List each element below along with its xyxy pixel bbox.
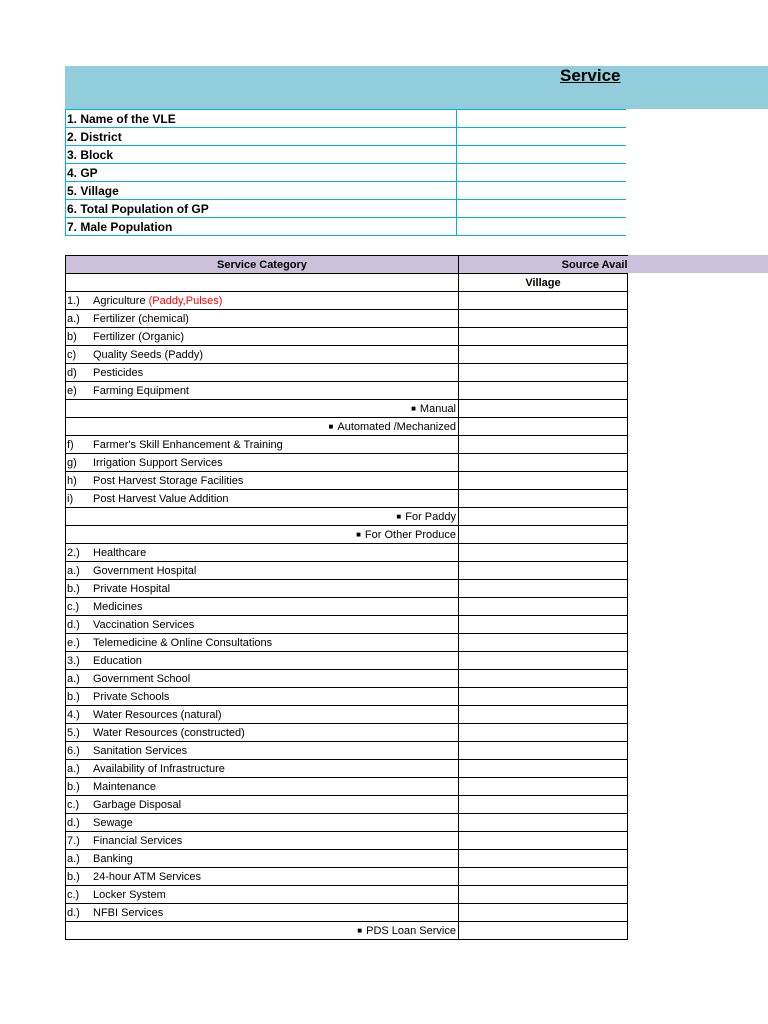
source-village-cell[interactable] [459,634,628,652]
col-service-category: Service Category [66,256,459,274]
source-village-cell[interactable] [459,526,628,544]
service-category-cell [66,508,459,526]
info-row [66,218,627,236]
service-category-cell [66,310,459,328]
service-category-cell [66,454,459,472]
service-row [66,346,628,364]
service-category-cell [66,292,459,310]
source-village-cell[interactable] [459,328,628,346]
service-label: Financial Services [93,834,183,847]
service-number: d.) [67,816,80,829]
service-row [66,580,628,598]
service-number: c.) [67,798,80,811]
service-label: Private Hospital [93,582,171,595]
service-category-cell [66,814,459,832]
source-village-cell[interactable] [459,364,628,382]
service-category-cell [66,904,459,922]
service-number: a.) [67,852,80,865]
service-number: c) [67,348,77,361]
info-row [66,110,627,128]
service-label: Education [93,654,142,667]
source-village-cell[interactable] [459,436,628,454]
service-number: 1.) [67,294,80,307]
service-number: 5.) [67,726,80,739]
source-village-cell[interactable] [459,922,628,940]
source-village-cell[interactable] [459,382,628,400]
service-category-cell [66,526,459,544]
service-number: g) [67,456,77,469]
service-number: h) [67,474,77,487]
service-label: Garbage Disposal [93,798,182,811]
source-village-cell[interactable] [459,346,628,364]
info-row [66,146,627,164]
info-value-cell[interactable] [457,110,627,128]
source-village-cell[interactable] [459,508,628,526]
service-row [66,706,628,724]
info-value-cell[interactable] [457,182,627,200]
service-row [66,634,628,652]
service-category-cell [66,472,459,490]
col-source-avail-label: Source Avail [561,258,628,271]
service-label: Telemedicine & Online Consultations [93,636,273,649]
service-category-cell [66,850,459,868]
service-table [65,255,628,940]
service-number: d.) [67,906,80,919]
service-number: 4.) [67,708,80,721]
service-row [66,868,628,886]
info-row [66,128,627,146]
info-label: 1. Name of the VLE [66,110,457,128]
source-village-cell[interactable] [459,454,628,472]
service-table-subheader [66,274,628,292]
source-village-cell[interactable] [459,904,628,922]
service-category-cell [66,742,459,760]
page-title: Service [560,66,621,85]
source-village-cell[interactable] [459,580,628,598]
service-label: Maintenance [93,780,156,793]
service-row [66,760,628,778]
service-category-cell [66,832,459,850]
service-label: Fertilizer (chemical) [93,312,189,325]
service-number: e) [67,384,77,397]
service-label-note: (Paddy,Pulses) [148,294,223,307]
service-category-cell [66,886,459,904]
service-label: Post Harvest Storage Facilities [93,474,244,487]
service-row [66,724,628,742]
service-row [66,814,628,832]
service-category-cell [66,490,459,508]
service-category-cell [66,544,459,562]
source-village-cell[interactable] [459,760,628,778]
service-row [66,490,628,508]
service-row [66,652,628,670]
service-row [66,562,628,580]
service-number: b.) [67,780,80,793]
service-row [66,886,628,904]
service-number: 3.) [67,654,80,667]
service-label: Farming Equipment [93,384,189,397]
service-category-cell [66,688,459,706]
source-village-cell[interactable] [459,742,628,760]
info-label: 6. Total Population of GP [66,200,457,218]
info-value-cell[interactable] [457,200,627,218]
service-row [66,454,628,472]
source-village-cell[interactable] [459,670,628,688]
service-subitem-label: For Other Produce [364,528,456,541]
service-label: Locker System [93,888,166,901]
service-label: Healthcare [93,546,147,559]
info-row [66,182,627,200]
service-label: 24-hour ATM Services [93,870,202,883]
service-row [66,400,628,418]
service-category-cell [66,868,459,886]
service-row [66,436,628,454]
service-category-cell [66,346,459,364]
service-category-cell [66,706,459,724]
bullet-icon: ■ [328,422,334,432]
service-number: e.) [67,636,80,649]
service-number: c.) [67,888,80,901]
service-row [66,526,628,544]
service-subitem-label: PDS Loan Service [366,924,456,937]
service-label: Sanitation Services [93,744,188,757]
bullet-icon: ■ [411,404,416,414]
source-village-cell[interactable] [459,724,628,742]
service-label: Government School [93,672,191,685]
bullet-icon: ■ [396,512,402,522]
service-row [66,508,628,526]
bullet-icon: ■ [356,530,361,540]
service-label: Availability of Infrastructure [93,762,225,775]
info-label: 2. District [66,128,457,146]
service-label: Government Hospital [93,564,197,577]
service-label: Agriculture [93,294,149,307]
service-label: Sewage [93,816,133,829]
source-village-cell[interactable] [459,472,628,490]
source-village-cell[interactable] [459,598,628,616]
service-row [66,328,628,346]
source-village-cell[interactable] [459,688,628,706]
service-number: 6.) [67,744,80,757]
service-label: Quality Seeds (Paddy) [93,348,204,361]
service-row [66,418,628,436]
source-village-cell[interactable] [459,796,628,814]
bullet-icon: ■ [357,926,363,936]
title-banner [65,66,768,109]
service-number: c.) [67,600,80,613]
service-subitem-label: Manual [419,402,456,415]
vle-info-table [65,109,626,236]
service-table-header [66,256,628,274]
info-label: 4. GP [66,164,457,182]
service-category-cell [66,634,459,652]
col-village: Village [459,274,628,292]
source-village-cell[interactable] [459,418,628,436]
source-village-cell[interactable] [459,778,628,796]
service-category-cell [66,328,459,346]
service-label: Pesticides [93,366,144,379]
source-village-cell[interactable] [459,706,628,724]
service-row [66,382,628,400]
service-label: Medicines [93,600,143,613]
info-label: 7. Male Population [66,218,457,236]
service-row [66,472,628,490]
source-village-cell[interactable] [459,616,628,634]
service-label: Water Resources (constructed) [93,726,245,739]
source-village-cell[interactable] [459,850,628,868]
service-row [66,364,628,382]
service-label: Vaccination Services [93,618,195,631]
service-row [66,904,628,922]
source-village-cell[interactable] [459,886,628,904]
service-category-cell [66,670,459,688]
service-number: d.) [67,618,80,631]
subheader-blank [66,274,459,292]
service-row [66,850,628,868]
service-row [66,832,628,850]
service-row [66,778,628,796]
service-row [66,616,628,634]
service-label: Private Schools [93,690,170,703]
service-number: b.) [67,870,80,883]
service-number: a.) [67,564,80,577]
service-number: a.) [67,672,80,685]
service-category-cell [66,436,459,454]
service-number: a.) [67,312,80,325]
service-number: 7.) [67,834,80,847]
source-village-cell[interactable] [459,652,628,670]
service-label: Banking [93,852,133,865]
service-category-cell [66,418,459,436]
service-number: b.) [67,582,80,595]
service-label: Post Harvest Value Addition [93,492,229,505]
service-number: d) [67,366,77,379]
info-label: 5. Village [66,182,457,200]
service-row [66,544,628,562]
service-row [66,922,628,940]
service-number: 2.) [67,546,80,559]
service-row [66,688,628,706]
info-value-cell[interactable] [457,146,627,164]
service-row [66,310,628,328]
service-row [66,670,628,688]
service-label: NFBI Services [93,906,164,919]
info-row [66,200,627,218]
service-category-cell [66,724,459,742]
service-category-cell [66,778,459,796]
service-row [66,292,628,310]
service-number: a.) [67,762,80,775]
source-village-cell[interactable] [459,562,628,580]
service-label: Water Resources (natural) [93,708,222,721]
source-village-cell[interactable] [459,490,628,508]
source-village-cell[interactable] [459,868,628,886]
source-village-cell[interactable] [459,814,628,832]
service-label: Irrigation Support Services [93,456,223,469]
service-category-cell [66,760,459,778]
service-row [66,598,628,616]
source-village-cell[interactable] [459,832,628,850]
source-village-cell[interactable] [459,544,628,562]
info-label: 3. Block [66,146,457,164]
info-value-cell[interactable] [457,164,627,182]
source-village-cell[interactable] [459,292,628,310]
service-row [66,742,628,760]
source-village-cell[interactable] [459,400,628,418]
service-subitem-label: For Paddy [405,510,456,523]
service-label: Fertilizer (Organic) [93,330,185,343]
service-subitem-label: Automated /Mechanized [337,420,456,433]
info-value-cell[interactable] [457,218,627,236]
col-source-avail [459,256,628,274]
service-category-cell [66,598,459,616]
service-number: b) [67,330,77,343]
service-category-cell [66,382,459,400]
service-category-cell [66,922,459,940]
service-category-cell [66,652,459,670]
service-category-cell [66,562,459,580]
info-row [66,164,627,182]
service-number: b.) [67,690,80,703]
service-category-cell [66,400,459,418]
service-number: f) [67,438,74,451]
info-value-cell[interactable] [457,128,627,146]
service-category-cell [66,796,459,814]
service-label: Farmer's Skill Enhancement & Training [93,438,283,451]
service-row [66,796,628,814]
service-category-cell [66,364,459,382]
source-village-cell[interactable] [459,310,628,328]
service-category-cell [66,616,459,634]
service-number: i) [67,492,74,505]
service-category-cell [66,580,459,598]
